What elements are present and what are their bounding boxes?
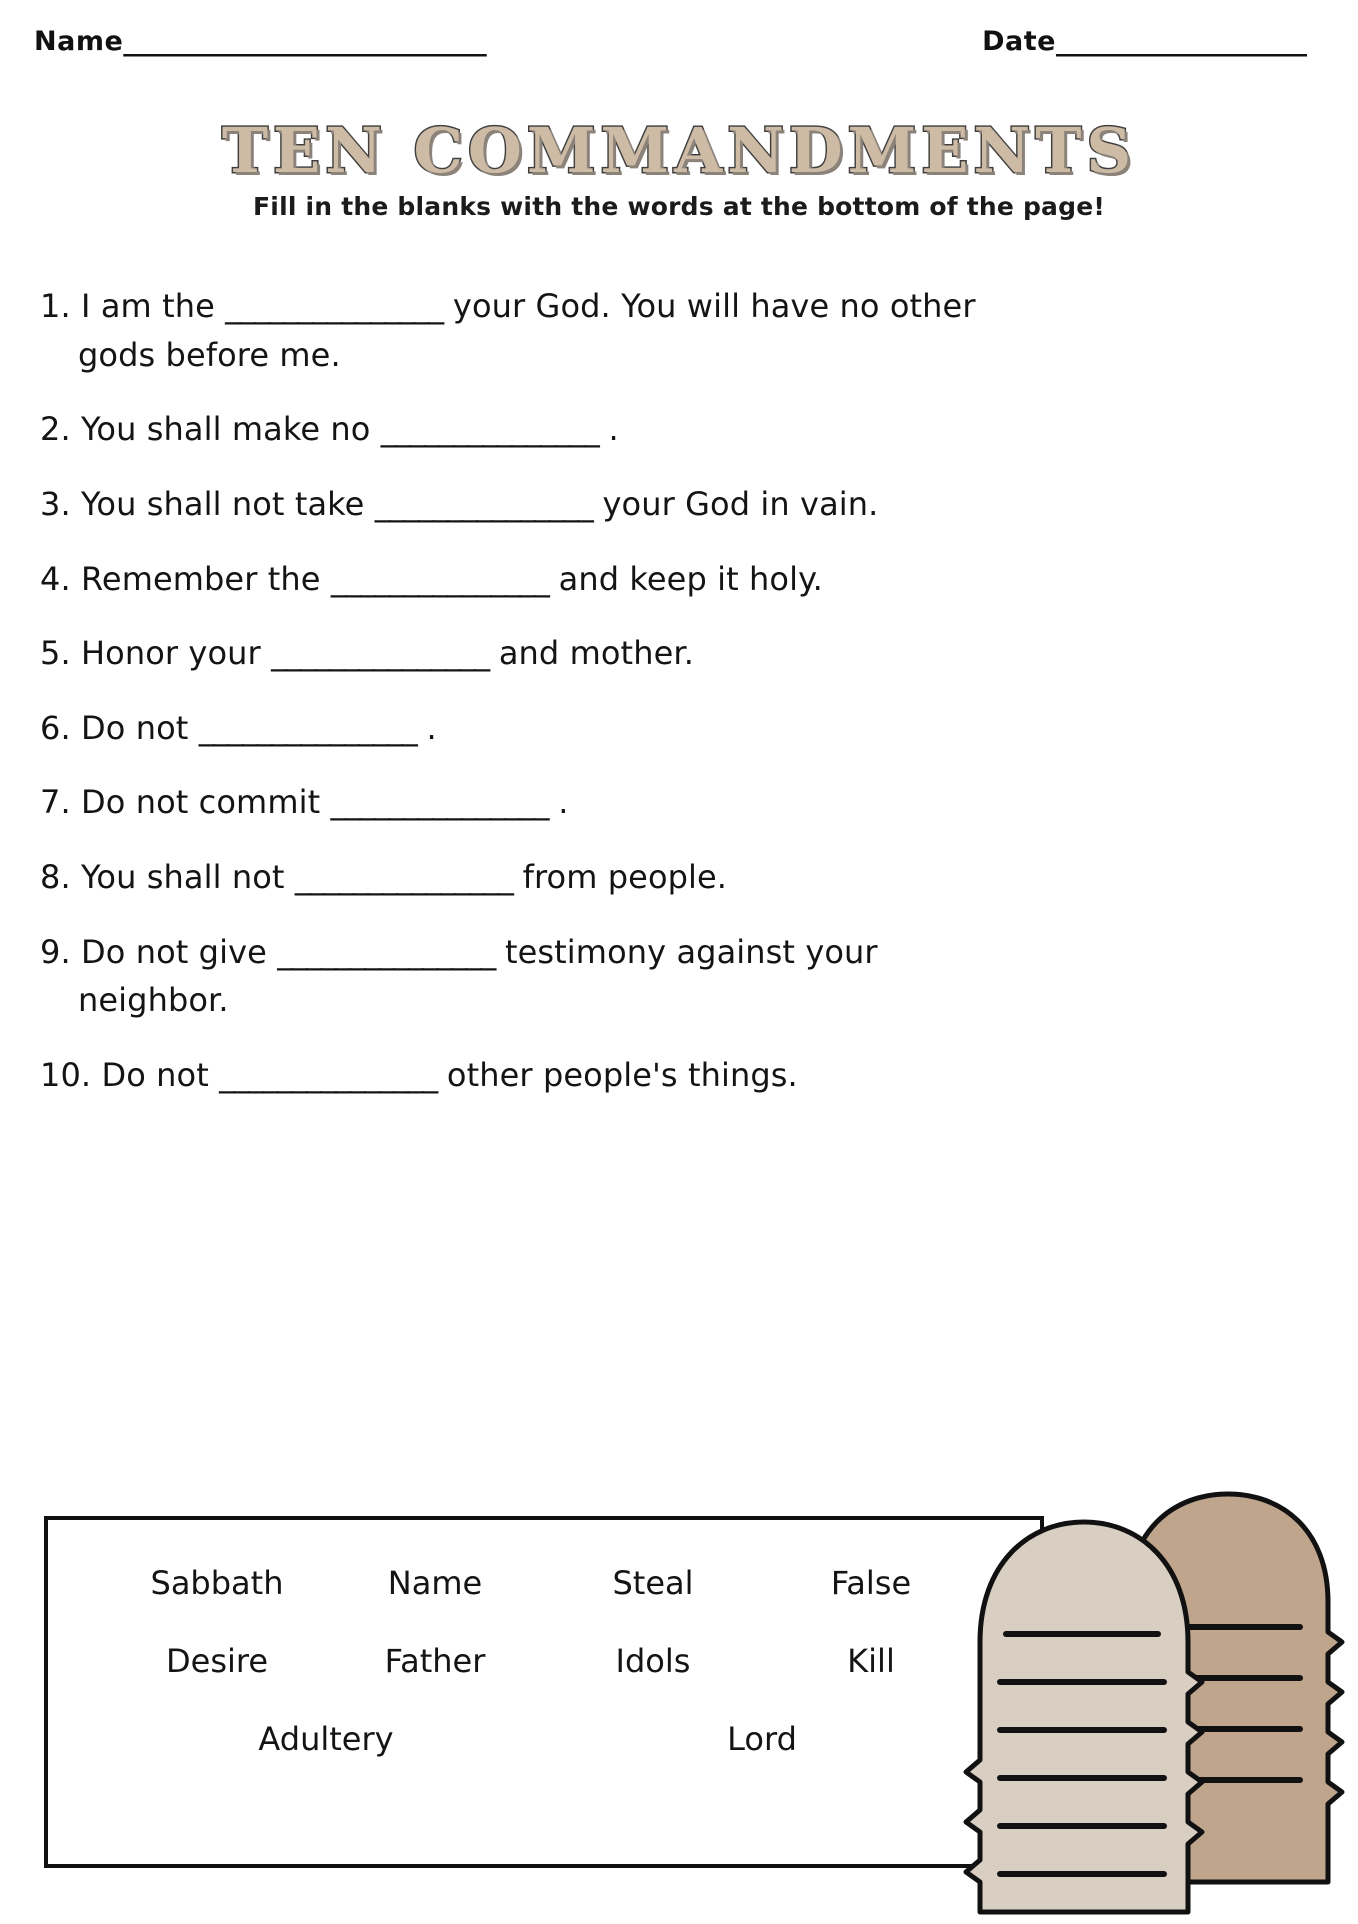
question-item [40, 1051, 1318, 1100]
question-item [40, 480, 1318, 529]
answer-blank[interactable]: _______________ [277, 932, 495, 971]
question-number: 7. [40, 783, 71, 822]
question-text-after: from people. [512, 858, 728, 896]
question-item [40, 778, 1318, 827]
question-text-before: You shall not [70, 858, 295, 896]
question-text-after: your God in vain. [592, 484, 879, 523]
question-item [40, 853, 1318, 902]
question-text-before: I am the [70, 287, 226, 325]
question-text-before: Do not commit [70, 783, 331, 822]
word-bank [44, 1516, 1044, 1868]
date-label: Date [982, 26, 1056, 57]
word-bank-word[interactable]: Lord [727, 1720, 797, 1758]
question-item [40, 405, 1318, 454]
tablet-front-shape [966, 1522, 1202, 1912]
question-number: 3. [40, 484, 71, 523]
word-bank-word[interactable]: Idols [615, 1642, 691, 1680]
question-item [40, 704, 1318, 753]
answer-blank[interactable]: _______________ [294, 858, 513, 896]
question-list [40, 282, 1318, 1126]
question-text-wrap: gods before me. [78, 335, 341, 374]
question-text-after: testimony against your [494, 932, 878, 971]
question-text-after: . [598, 410, 619, 449]
question-text-wrap: neighbor. [78, 981, 229, 1020]
word-bank-word[interactable]: Name [387, 1564, 483, 1602]
answer-blank[interactable]: _______________ [330, 559, 549, 598]
word-bank-row [108, 1642, 980, 1680]
answer-blank[interactable]: _______________ [198, 708, 417, 747]
question-number: 6. [40, 708, 71, 747]
question-item [40, 282, 1318, 379]
name-field[interactable] [34, 26, 486, 57]
question-text-before: Honor your [70, 634, 272, 673]
question-number: 2. [40, 410, 71, 449]
question-text-before: You shall not take [70, 484, 375, 523]
header [34, 26, 1324, 57]
answer-blank[interactable]: _______________ [225, 287, 443, 325]
question-text-before: Do not [91, 1055, 220, 1094]
word-bank-grid [48, 1520, 1040, 1864]
word-bank-word[interactable]: Adultery [258, 1720, 394, 1758]
word-bank-word[interactable]: Desire [165, 1642, 269, 1680]
question-item [40, 928, 1318, 1025]
word-bank-word[interactable]: Kill [847, 1642, 895, 1680]
question-item [40, 629, 1318, 678]
question-number: 5. [40, 634, 71, 673]
word-bank-word[interactable]: Steal [612, 1564, 694, 1602]
word-bank-row [108, 1720, 980, 1758]
stone-tablets-icon [960, 1482, 1350, 1920]
date-field[interactable] [982, 26, 1306, 57]
question-number: 8. [40, 858, 71, 896]
word-bank-row [108, 1564, 980, 1602]
question-number: 1. [40, 287, 71, 325]
answer-blank[interactable]: _______________ [219, 1055, 437, 1094]
question-text-before: Do not give [70, 932, 278, 971]
name-rule: _____________________________ [123, 26, 486, 57]
question-text-after: and keep it holy. [548, 559, 823, 598]
word-bank-word[interactable]: Father [384, 1642, 486, 1680]
question-text-before: Remember the [70, 559, 331, 598]
word-bank-word[interactable]: Sabbath [150, 1564, 284, 1602]
question-number: 10. [40, 1055, 92, 1094]
answer-blank[interactable]: _______________ [271, 634, 489, 673]
date-rule: ____________________ [1056, 26, 1306, 57]
answer-blank[interactable]: _______________ [330, 783, 548, 822]
question-item [40, 555, 1318, 604]
name-label: Name [34, 26, 124, 57]
answer-blank[interactable]: _______________ [374, 484, 593, 523]
question-number: 4. [40, 559, 71, 598]
stone-tablets-illustration [960, 1482, 1350, 1920]
word-bank-word[interactable]: False [830, 1564, 912, 1602]
answer-blank[interactable]: _______________ [380, 410, 599, 449]
title-block [0, 114, 1358, 221]
page-title: TEN COMMANDMENTS [221, 114, 1137, 187]
question-text-after: other people's things. [436, 1055, 798, 1094]
page-subtitle: Fill in the blanks with the words at the bottom of the page! [253, 192, 1105, 221]
question-text-before: Do not [70, 708, 199, 747]
question-text-after: and mother. [488, 634, 694, 673]
question-text-before: You shall make no [70, 410, 381, 449]
question-text-after: your God. You will have no other [442, 287, 976, 325]
question-text-after: . [548, 783, 569, 822]
question-text-after: . [416, 708, 437, 747]
question-number: 9. [40, 932, 71, 971]
